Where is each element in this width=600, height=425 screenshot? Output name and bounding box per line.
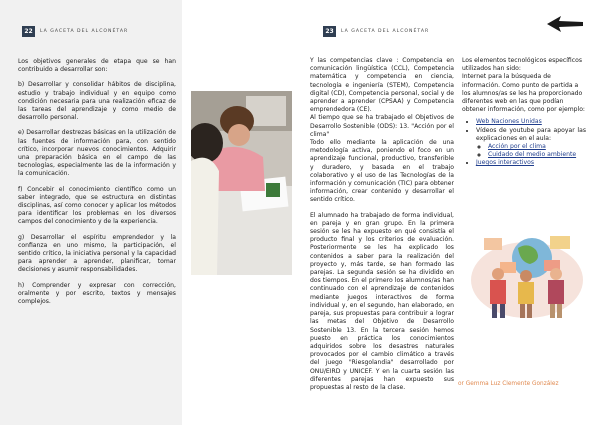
header-title-right: LA GACETA DEL ALCONÉTAR (341, 29, 430, 34)
author-credit: or Gemma Luz Clemente González (458, 381, 559, 387)
paragraph: Al tiempo que se ha trabajado el Objetivos de Desarrollo Sostenible (ODS): 13. "Acción por el clima" (310, 114, 454, 138)
students-photo (191, 91, 292, 275)
methodology-column (310, 57, 454, 399)
left-page-header (22, 26, 128, 37)
paragraph: Los elementos tecnológicos específicos utilizados han sido: (462, 57, 583, 73)
paragraph: f) Concebir el conocimiento científico como un saber integrado, que se estructura en distintas disciplinas, así como conocer y aplicar los métodos para identificar los problemas en los diversos campos del conocimiento y de la experiencia. (18, 185, 176, 226)
page-number-right: 23 (323, 26, 336, 37)
videos-label: Vídeos de youtube para apoyar las explicaciones en el aula: (476, 126, 586, 142)
paragraph: Internet para la búsqueda de información. Como punto de partida a los alumnos/as se les ha proporcionado diferentes web en las que podían obtener información, como por ejemplo: (462, 73, 585, 114)
technology-column (462, 57, 586, 168)
right-page-header (323, 26, 429, 37)
paragraph: b) Desarrollar y consolidar hábitos de disciplina, estudio y trabajo individual y en equipo como condición necesaria para una realización eficaz de las tareas del aprendizaje y como medio de desarrollo personal. (18, 81, 176, 122)
paragraph: Todo ello mediante la aplicación de una metodología activa, poniendo el foco en un aprendizaje funcional, productivo, transferible y duradero, y basada en el trabajo colaborativo y el uso de las Tecnologías de la información y comunicación (TIC) para obtener información, crear contenido y desarrollar el sentido crítico. (310, 139, 454, 204)
link-medio-ambiente[interactable]: Cuidado del medio ambiente (488, 151, 577, 159)
video-sublist (476, 143, 586, 159)
paragraph: El alumnado ha trabajado de forma individual, en pareja y en gran grupo. En la primera sesión se les ha expuesto en qué consistía el producto final y los criterios de evaluación. Posteriormente se les ha explicado los contenidos a saber para la realización del proyecto y, más tarde, se han formado las parejas. La segunda sesión se ha dividido en dos tiempos. En el primero los alumnos/as han continuado con el aprendizaje de contenidos mediante juegos interactivos de forma individual y, en el segundo, han elaborado, en pareja, sus propuestas para contribuir a lograr las metas del Objetivo de Desarrollo Sostenible 13. En la tercera sesión hemos puesto en práctica los conocimientos adquiridos sobre los desastres naturales provocados por el cambio climático a través del juego "Riesgolandia" desarrollado por ONU/EIRD y UNICEF. Y en la cuarta sesión las diferentes parejas han expuesto sus propuestas al resto de la clase. (310, 211, 454, 391)
link-accion-clima[interactable]: Acción por el clima (488, 143, 546, 151)
page-number-left: 22 (22, 26, 35, 37)
list-item (488, 143, 586, 151)
paragraph: Los objetivos generales de etapa que se han contribuido a desarrollar son: (18, 58, 176, 74)
climate-protest-illustration (470, 228, 584, 320)
objectives-column (18, 58, 176, 313)
link-juegos-interactivos[interactable]: Juegos interactivos (476, 159, 534, 167)
back-arrow-icon[interactable] (545, 14, 585, 34)
link-naciones-unidas[interactable]: Web Naciones Unidas (476, 118, 542, 126)
header-title-left: LA GACETA DEL ALCONÉTAR (40, 29, 129, 34)
paragraph: e) Desarrollar destrezas básicas en la utilización de las fuentes de información para, con sentido crítico, incorporar nuevos conocimientos. Adquirir una preparación básica en el campo de las tecnologías, especialmente las de la información y la comunicación. (18, 129, 176, 178)
paragraph: g) Desarrollar el espíritu emprendedor y la confianza en uno mismo, la participación, el sentido crítico, la iniciativa personal y la capacidad para aprender a aprender, planificar, tomar decisiones y asumir responsabilidades. (18, 233, 176, 274)
resource-list (462, 118, 586, 167)
list-item (488, 151, 586, 159)
list-item (476, 127, 586, 160)
list-item (476, 118, 586, 126)
paragraph: h) Comprender y expresar con corrección, oralmente y por escrito, textos y mensajes complejos. (18, 281, 176, 306)
paragraph: Y las competencias clave : Competencia en comunicación lingüística (CCL), Competencia matemática y competencia en ciencia, tecnología e ingeniería (STEM), Competencia digital (CD), Competencia personal, social y de aprender a aprender (CPSAA) y Competencia emprendedora (CE). (310, 57, 454, 114)
list-item (476, 159, 586, 167)
